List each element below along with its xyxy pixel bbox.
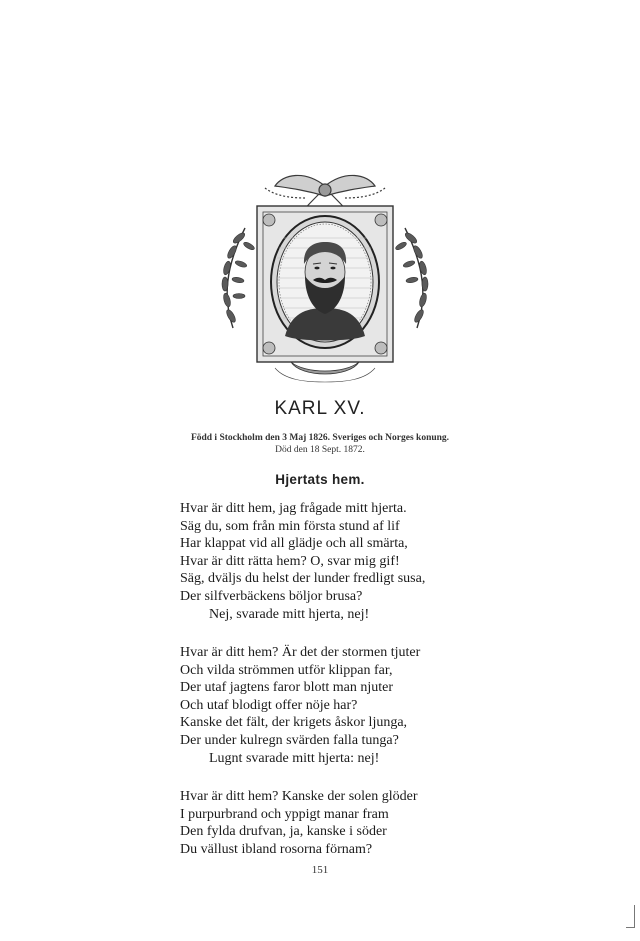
poem-line: Der silfverbäckens böljor brusa?	[180, 588, 363, 604]
poem-line: Hvar är ditt hem, jag frågade mitt hjerta.	[180, 501, 407, 516]
poem-line: Den fylda drufvan, ja, kanske i söder	[180, 824, 387, 840]
poem-refrain: Lugnt svarade mitt hjerta: nej!	[209, 750, 380, 766]
poem-line: Och utaf blodigt offer nöje har?	[180, 697, 358, 713]
poem-title: Hjertats hem.	[275, 472, 365, 487]
poem-refrain: Nej, svarade mitt hjerta, nej!	[209, 606, 370, 622]
poem-line: I purpurbrand och yppigt manar fram	[180, 806, 389, 822]
oval-portrait-engraving-with-wreath-icon	[205, 168, 445, 388]
poem-line: Der under kulregn svärden falla tunga?	[180, 732, 399, 748]
poem-stanza-2	[180, 644, 500, 767]
author-name: KARL XV.	[274, 398, 366, 419]
poem-line: Der utaf jagtens faror blott man njuter	[180, 680, 394, 696]
poem-line: Säg, dväljs du helst der lunder fredligt susa,	[180, 571, 426, 587]
page-edge-mark	[626, 905, 635, 928]
author-bio-line-2: Död den 18 Sept. 1872.	[275, 445, 365, 455]
poem-line: Hvar är ditt hem? Kanske der solen glöder	[180, 789, 418, 804]
poem-line: Säg du, som från min första stund af lif	[180, 518, 400, 534]
author-bio-line-1: Född i Stockholm den 3 Maj 1826. Sveriges och Norges konung.	[190, 433, 450, 443]
poem-line: Hvar är ditt rätta hem? O, svar mig gif!	[180, 553, 400, 569]
poem-line: Och vilda strömmen utför klippan far,	[180, 662, 393, 678]
page-number: 151	[311, 864, 329, 876]
portrait-engraving	[205, 168, 445, 388]
poem-line: Kanske det fält, der krigets åskor ljunga,	[180, 715, 408, 731]
poem-stanza-3	[180, 788, 500, 858]
poem-line: Du vällust ibland rosorna förnam?	[180, 841, 373, 857]
poem-stanza-1	[180, 500, 500, 623]
poem-line: Hvar är ditt hem? Är det der stormen tjuter	[180, 645, 421, 660]
poem-line: Har klappat vid all glädje och all smärta,	[180, 536, 408, 552]
